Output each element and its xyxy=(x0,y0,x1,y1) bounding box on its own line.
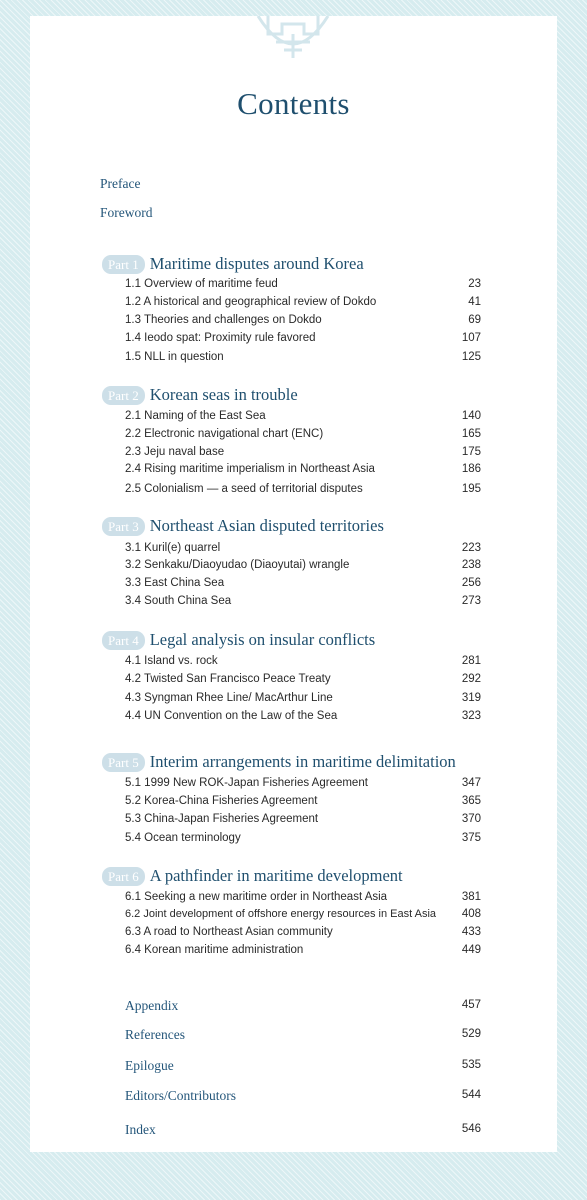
toc-entry[interactable] xyxy=(125,908,481,924)
foreword-link[interactable]: Foreword xyxy=(100,205,153,220)
back-matter-page: 535 xyxy=(461,1059,481,1071)
entry-title: 2.2 Electronic navigational chart (ENC) xyxy=(125,428,324,440)
toc-entry[interactable] xyxy=(125,278,481,294)
entry-title: 1.1 Overview of maritime feud xyxy=(125,278,278,290)
part-title: Korean seas in trouble xyxy=(149,385,298,404)
part-badge: Part 3 xyxy=(102,517,145,536)
toc-entry[interactable] xyxy=(125,710,481,726)
entry-title: 1.5 NLL in question xyxy=(125,351,224,363)
back-matter-title: Appendix xyxy=(125,998,179,1013)
back-matter-references[interactable] xyxy=(125,1027,481,1045)
entry-title: 5.1 1999 New ROK-Japan Fisheries Agreement xyxy=(125,777,368,789)
part-2-heading[interactable] xyxy=(102,384,298,406)
entry-title: 6.1 Seeking a new maritime order in Northeast Asia xyxy=(125,891,388,903)
entry-title: 2.3 Jeju naval base xyxy=(125,446,225,458)
toc-entry[interactable] xyxy=(125,777,481,793)
toc-entry[interactable] xyxy=(125,673,481,689)
part-4-heading[interactable] xyxy=(102,629,375,651)
part-badge: Part 4 xyxy=(102,631,145,650)
entry-title: 1.2 A historical and geographical review of Dokdo xyxy=(125,296,377,308)
entry-page: 381 xyxy=(461,891,481,903)
back-matter-page: 457 xyxy=(461,999,481,1011)
back-matter-title: Index xyxy=(125,1122,156,1137)
entry-page: 223 xyxy=(461,542,481,554)
entry-page: 347 xyxy=(461,777,481,789)
entry-page: 281 xyxy=(461,655,481,667)
entry-page: 41 xyxy=(468,296,481,308)
toc-entry[interactable] xyxy=(125,795,481,811)
toc-entry[interactable] xyxy=(125,296,481,312)
back-matter-page: 529 xyxy=(461,1028,481,1040)
entry-page: 69 xyxy=(468,314,481,326)
entry-title: 4.1 Island vs. rock xyxy=(125,655,218,667)
toc-entry[interactable] xyxy=(125,891,481,907)
part-badge: Part 2 xyxy=(102,386,145,405)
entry-title: 2.1 Naming of the East Sea xyxy=(125,410,266,422)
part-title: Maritime disputes around Korea xyxy=(149,254,364,273)
part-5-heading[interactable] xyxy=(102,751,456,773)
toc-entry[interactable] xyxy=(125,595,481,611)
part-3-heading[interactable] xyxy=(102,515,384,537)
entry-title: 5.4 Ocean terminology xyxy=(125,832,241,844)
entry-page: 449 xyxy=(461,944,481,956)
entry-title: 2.4 Rising maritime imperialism in Northeast Asia xyxy=(125,463,375,475)
toc-entry[interactable] xyxy=(125,813,481,829)
toc-entry[interactable] xyxy=(125,926,481,942)
entry-page: 433 xyxy=(461,926,481,938)
entry-page: 256 xyxy=(461,577,481,589)
back-matter-epilogue[interactable] xyxy=(125,1058,481,1076)
part-badge: Part 1 xyxy=(102,255,145,274)
entry-title: 4.2 Twisted San Francisco Peace Treaty xyxy=(125,673,331,685)
entry-page: 319 xyxy=(461,692,481,704)
entry-title: 6.3 A road to Northeast Asian community xyxy=(125,926,333,938)
entry-title: 3.1 Kuril(e) quarrel xyxy=(125,542,221,554)
part-1-heading[interactable] xyxy=(102,253,364,275)
back-matter-editors[interactable] xyxy=(125,1088,481,1106)
entry-page: 107 xyxy=(461,332,481,344)
entry-title: 2.5 Colonialism — a seed of territorial disputes xyxy=(125,483,363,495)
entry-title: 6.4 Korean maritime administration xyxy=(125,944,304,956)
toc-entry[interactable] xyxy=(125,577,481,593)
page-title: Contents xyxy=(237,86,350,121)
entry-page: 23 xyxy=(468,278,481,290)
entry-page: 140 xyxy=(461,410,481,422)
entry-title: 6.2 Joint development of offshore energy resources in East Asia xyxy=(125,908,437,920)
entry-title: 1.3 Theories and challenges on Dokdo xyxy=(125,314,322,326)
toc-entry[interactable] xyxy=(125,428,481,444)
entry-page: 238 xyxy=(461,559,481,571)
entry-title: 5.3 China-Japan Fisheries Agreement xyxy=(125,813,319,825)
toc-entry[interactable] xyxy=(125,944,481,960)
entry-page: 408 xyxy=(461,908,481,920)
entry-title: 5.2 Korea-China Fisheries Agreement xyxy=(125,795,318,807)
toc-entry[interactable] xyxy=(125,832,481,848)
back-matter-title: Epilogue xyxy=(125,1058,174,1073)
toc-entry[interactable] xyxy=(125,655,481,671)
toc-entry[interactable] xyxy=(125,332,481,348)
back-matter-title: References xyxy=(125,1027,185,1042)
toc-entry[interactable] xyxy=(125,446,481,462)
entry-title: 4.4 UN Convention on the Law of the Sea xyxy=(125,710,338,722)
contents-page xyxy=(30,16,557,1152)
toc-entry[interactable] xyxy=(125,410,481,426)
back-matter-index[interactable] xyxy=(125,1122,481,1140)
entry-page: 186 xyxy=(461,463,481,475)
toc-entry[interactable] xyxy=(125,463,481,479)
entry-page: 273 xyxy=(461,595,481,607)
back-matter-page: 544 xyxy=(461,1089,481,1101)
part-title: Northeast Asian disputed territories xyxy=(149,516,384,535)
part-title: A pathfinder in maritime development xyxy=(149,866,403,885)
entry-page: 195 xyxy=(461,483,481,495)
entry-page: 370 xyxy=(461,813,481,825)
toc-entry[interactable] xyxy=(125,542,481,558)
back-matter-title: Editors/Contributors xyxy=(125,1088,236,1103)
part-6-heading[interactable] xyxy=(102,865,403,887)
back-matter-page: 546 xyxy=(461,1123,481,1135)
toc-entry[interactable] xyxy=(125,483,481,499)
entry-page: 365 xyxy=(461,795,481,807)
entry-page: 175 xyxy=(461,446,481,458)
toc-entry[interactable] xyxy=(125,692,481,708)
entry-title: 3.4 South China Sea xyxy=(125,595,232,607)
entry-title: 3.2 Senkaku/Diaoyudao (Diaoyutai) wrangle xyxy=(125,559,350,571)
toc-entry[interactable] xyxy=(125,351,481,367)
back-matter-appendix[interactable] xyxy=(125,998,481,1016)
toc-entry[interactable] xyxy=(125,559,481,575)
entry-page: 165 xyxy=(461,428,481,440)
entry-page: 375 xyxy=(461,832,481,844)
entry-page: 323 xyxy=(461,710,481,722)
entry-title: 1.4 Ieodo spat: Proximity rule favored xyxy=(125,332,316,344)
part-title: Legal analysis on insular conflicts xyxy=(149,630,376,649)
preface-link[interactable]: Preface xyxy=(100,176,141,191)
entry-page: 292 xyxy=(461,673,481,685)
lattice-ornament-icon xyxy=(254,16,332,60)
part-badge: Part 5 xyxy=(102,753,145,772)
entry-page: 125 xyxy=(461,351,481,363)
toc-entry[interactable] xyxy=(125,314,481,330)
part-badge: Part 6 xyxy=(102,867,145,886)
entry-title: 3.3 East China Sea xyxy=(125,577,225,589)
entry-title: 4.3 Syngman Rhee Line/ MacArthur Line xyxy=(125,692,333,704)
part-title: Interim arrangements in maritime delimitation xyxy=(149,752,456,771)
